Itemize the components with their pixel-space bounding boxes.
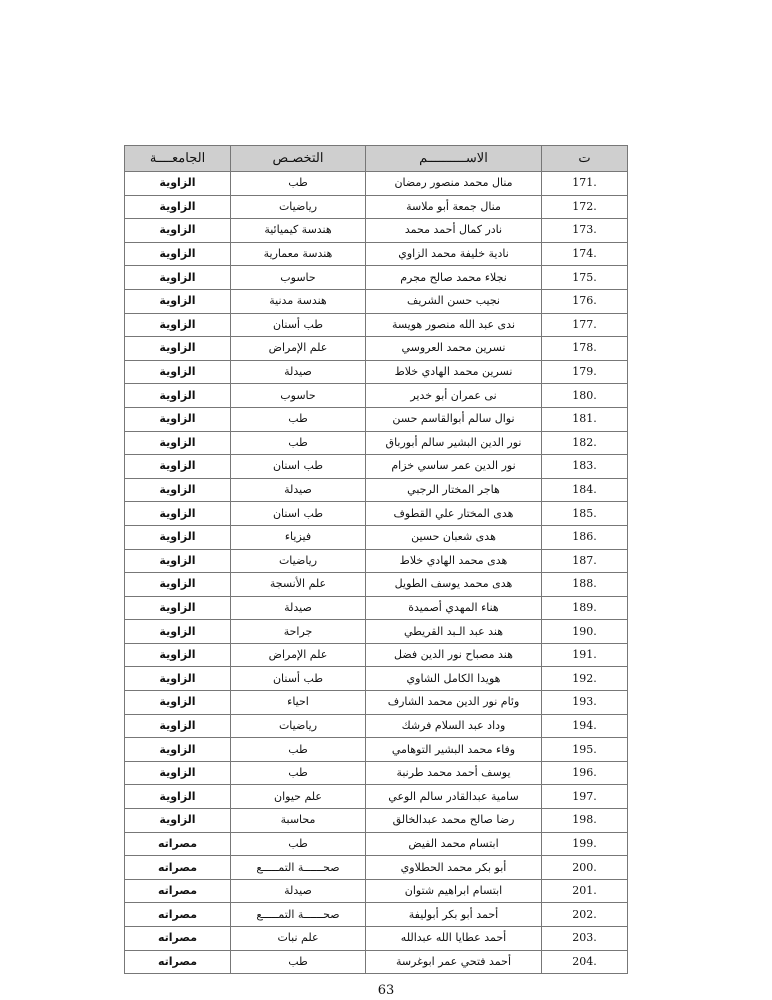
student-name-cell: نور الدين البشير سالم أبورباق	[366, 431, 542, 455]
row-number-cell: 183.	[542, 455, 628, 479]
table-row	[125, 478, 628, 502]
university-cell: الزاوية	[125, 337, 231, 361]
table-row	[125, 809, 628, 833]
student-name-cell: هويدا الكامل الشاوي	[366, 667, 542, 691]
university-cell: الزاوية	[125, 596, 231, 620]
row-number-cell: 172.	[542, 195, 628, 219]
row-number-cell: 171.	[542, 172, 628, 196]
specialty-cell: طب	[231, 761, 366, 785]
university-cell: الزاوية	[125, 195, 231, 219]
student-name-cell: أحمد أبو بكر أبوليفة	[366, 903, 542, 927]
row-number-cell: 204.	[542, 950, 628, 974]
student-name-cell: منال جمعة أبو ملاسة	[366, 195, 542, 219]
row-number-cell: 191.	[542, 643, 628, 667]
specialty-cell: صحــــــة التمـــــع	[231, 856, 366, 880]
student-name-cell: أحمد عطايا الله عبدالله	[366, 927, 542, 951]
specialty-cell: علم الإمراض	[231, 337, 366, 361]
row-number-cell: 175.	[542, 266, 628, 290]
row-number-cell: 201.	[542, 879, 628, 903]
row-number-cell: 196.	[542, 761, 628, 785]
student-name-cell: يوسف أحمد محمد طرنبة	[366, 761, 542, 785]
row-number-cell: 194.	[542, 714, 628, 738]
university-cell: الزاوية	[125, 313, 231, 337]
student-name-cell: هناء المهدي أصميدة	[366, 596, 542, 620]
university-cell: مصراته	[125, 879, 231, 903]
table-row	[125, 337, 628, 361]
student-name-cell: نجلاء محمد صالح مجرم	[366, 266, 542, 290]
student-name-cell: نادية خليفة محمد الزاوي	[366, 242, 542, 266]
table-row	[125, 950, 628, 974]
row-number-cell: 190.	[542, 620, 628, 644]
table-row	[125, 549, 628, 573]
specialty-cell: رياضيات	[231, 549, 366, 573]
row-number-cell: 177.	[542, 313, 628, 337]
header-name: الاســــــــــم	[366, 146, 542, 172]
student-name-cell: هدى شعبان حسين	[366, 525, 542, 549]
university-cell: الزاوية	[125, 172, 231, 196]
specialty-cell: هندسة مدنية	[231, 289, 366, 313]
row-number-cell: 189.	[542, 596, 628, 620]
student-name-cell: أحمد فتحي عمر ابوغرسة	[366, 950, 542, 974]
university-cell: الزاوية	[125, 289, 231, 313]
student-name-cell: نوال سالم أبوالقاسم حسن	[366, 407, 542, 431]
university-cell: الزاوية	[125, 785, 231, 809]
student-name-cell: وئام نور الدين محمد الشارف	[366, 691, 542, 715]
specialty-cell: هندسة كيميائية	[231, 219, 366, 243]
specialty-cell: طب	[231, 950, 366, 974]
specialty-cell: صيدلة	[231, 360, 366, 384]
header-number: ت	[542, 146, 628, 172]
table-row	[125, 360, 628, 384]
student-name-cell: نى عمران أبو خدير	[366, 384, 542, 408]
row-number-cell: 188.	[542, 573, 628, 597]
university-cell: الزاوية	[125, 431, 231, 455]
specialty-cell: حاسوب	[231, 266, 366, 290]
specialty-cell: فيزياء	[231, 525, 366, 549]
student-name-cell: نور الدين عمر ساسي خزام	[366, 455, 542, 479]
specialty-cell: رياضيات	[231, 714, 366, 738]
university-cell: الزاوية	[125, 360, 231, 384]
students-table	[124, 145, 628, 974]
university-cell: الزاوية	[125, 407, 231, 431]
table-row	[125, 384, 628, 408]
specialty-cell: حاسوب	[231, 384, 366, 408]
specialty-cell: صحــــــة التمـــــع	[231, 903, 366, 927]
table-body	[125, 172, 628, 974]
student-name-cell: نجيب حسن الشريف	[366, 289, 542, 313]
table-row	[125, 691, 628, 715]
university-cell: الزاوية	[125, 455, 231, 479]
specialty-cell: هندسة معمارية	[231, 242, 366, 266]
specialty-cell: طب	[231, 407, 366, 431]
row-number-cell: 197.	[542, 785, 628, 809]
university-cell: الزاوية	[125, 525, 231, 549]
specialty-cell: طب	[231, 738, 366, 762]
specialty-cell: علم نبات	[231, 927, 366, 951]
table-row	[125, 927, 628, 951]
student-name-cell: رضا صالح محمد عبدالخالق	[366, 809, 542, 833]
table-row	[125, 761, 628, 785]
specialty-cell: علم حيوان	[231, 785, 366, 809]
university-cell: الزاوية	[125, 242, 231, 266]
row-number-cell: 202.	[542, 903, 628, 927]
university-cell: الزاوية	[125, 714, 231, 738]
table-row	[125, 596, 628, 620]
university-cell: مصراته	[125, 950, 231, 974]
specialty-cell: طب	[231, 172, 366, 196]
student-name-cell: ندى عبد الله منصور هويسة	[366, 313, 542, 337]
university-cell: الزاوية	[125, 643, 231, 667]
row-number-cell: 185.	[542, 502, 628, 526]
page-number: 63	[377, 983, 395, 998]
row-number-cell: 198.	[542, 809, 628, 833]
row-number-cell: 182.	[542, 431, 628, 455]
row-number-cell: 181.	[542, 407, 628, 431]
university-cell: الزاوية	[125, 502, 231, 526]
student-name-cell: ابتسام محمد الفيض	[366, 832, 542, 856]
table-row	[125, 573, 628, 597]
specialty-cell: طب أسنان	[231, 313, 366, 337]
row-number-cell: 174.	[542, 242, 628, 266]
header-university: الجامعــــة	[125, 146, 231, 172]
row-number-cell: 184.	[542, 478, 628, 502]
table-row	[125, 431, 628, 455]
row-number-cell: 173.	[542, 219, 628, 243]
specialty-cell: صيدلة	[231, 596, 366, 620]
student-name-cell: هاجر المختار الرجبي	[366, 478, 542, 502]
student-name-cell: هند مصباح نور الدين فضل	[366, 643, 542, 667]
row-number-cell: 176.	[542, 289, 628, 313]
table-row	[125, 502, 628, 526]
specialty-cell: جراحة	[231, 620, 366, 644]
university-cell: الزاوية	[125, 809, 231, 833]
table-row	[125, 714, 628, 738]
specialty-cell: محاسبة	[231, 809, 366, 833]
student-name-cell: وفاء محمد البشير التوهامي	[366, 738, 542, 762]
table-row	[125, 242, 628, 266]
table-row	[125, 313, 628, 337]
row-number-cell: 179.	[542, 360, 628, 384]
university-cell: الزاوية	[125, 549, 231, 573]
specialty-cell: طب اسنان	[231, 455, 366, 479]
table-row	[125, 455, 628, 479]
specialty-cell: طب	[231, 431, 366, 455]
row-number-cell: 199.	[542, 832, 628, 856]
table-row	[125, 266, 628, 290]
table-row	[125, 785, 628, 809]
table-row	[125, 738, 628, 762]
student-name-cell: أبو بكر محمد الحطلاوي	[366, 856, 542, 880]
specialty-cell: طب	[231, 832, 366, 856]
specialty-cell: رياضيات	[231, 195, 366, 219]
row-number-cell: 180.	[542, 384, 628, 408]
specialty-cell: علم الإمراض	[231, 643, 366, 667]
specialty-cell: صيدلة	[231, 478, 366, 502]
university-cell: مصراته	[125, 927, 231, 951]
student-name-cell: هدى محمد الهادي خلاط	[366, 549, 542, 573]
header-specialty: التخصـص	[231, 146, 366, 172]
row-number-cell: 200.	[542, 856, 628, 880]
university-cell: الزاوية	[125, 667, 231, 691]
header-row	[125, 146, 628, 172]
table-row	[125, 643, 628, 667]
specialty-cell: صيدلة	[231, 879, 366, 903]
specialty-cell: احياء	[231, 691, 366, 715]
student-name-cell: منال محمد منصور رمضان	[366, 172, 542, 196]
table-row	[125, 195, 628, 219]
row-number-cell: 178.	[542, 337, 628, 361]
university-cell: الزاوية	[125, 219, 231, 243]
row-number-cell: 193.	[542, 691, 628, 715]
university-cell: مصراته	[125, 903, 231, 927]
university-cell: مصراته	[125, 856, 231, 880]
student-name-cell: وداد عبد السلام فرشك	[366, 714, 542, 738]
table-row	[125, 879, 628, 903]
table-row	[125, 903, 628, 927]
table-row	[125, 856, 628, 880]
specialty-cell: طب أسنان	[231, 667, 366, 691]
university-cell: الزاوية	[125, 738, 231, 762]
university-cell: الزاوية	[125, 573, 231, 597]
student-name-cell: هدى محمد يوسف الطويل	[366, 573, 542, 597]
row-number-cell: 187.	[542, 549, 628, 573]
student-name-cell: نسرين محمد العروسي	[366, 337, 542, 361]
student-name-cell: هند عبد الـبد القريطي	[366, 620, 542, 644]
table-row	[125, 172, 628, 196]
university-cell: الزاوية	[125, 691, 231, 715]
student-name-cell: سامية عبدالقادر سالم الوعي	[366, 785, 542, 809]
row-number-cell: 195.	[542, 738, 628, 762]
table-row	[125, 407, 628, 431]
university-cell: الزاوية	[125, 478, 231, 502]
student-name-cell: هدى المختار علي القطوف	[366, 502, 542, 526]
table-row	[125, 289, 628, 313]
specialty-cell: طب اسنان	[231, 502, 366, 526]
table-row	[125, 832, 628, 856]
university-cell: الزاوية	[125, 384, 231, 408]
university-cell: الزاوية	[125, 266, 231, 290]
row-number-cell: 186.	[542, 525, 628, 549]
university-cell: الزاوية	[125, 620, 231, 644]
table-header	[125, 146, 628, 172]
row-number-cell: 192.	[542, 667, 628, 691]
student-name-cell: ابتسام ابراهيم شتوان	[366, 879, 542, 903]
university-cell: مصراته	[125, 832, 231, 856]
student-name-cell: نسرين محمد الهادي خلاط	[366, 360, 542, 384]
table-row	[125, 620, 628, 644]
table-row	[125, 667, 628, 691]
row-number-cell: 203.	[542, 927, 628, 951]
university-cell: الزاوية	[125, 761, 231, 785]
student-name-cell: نادر كمال أحمد محمد	[366, 219, 542, 243]
table-row	[125, 525, 628, 549]
specialty-cell: علم الأنسجة	[231, 573, 366, 597]
table-row	[125, 219, 628, 243]
